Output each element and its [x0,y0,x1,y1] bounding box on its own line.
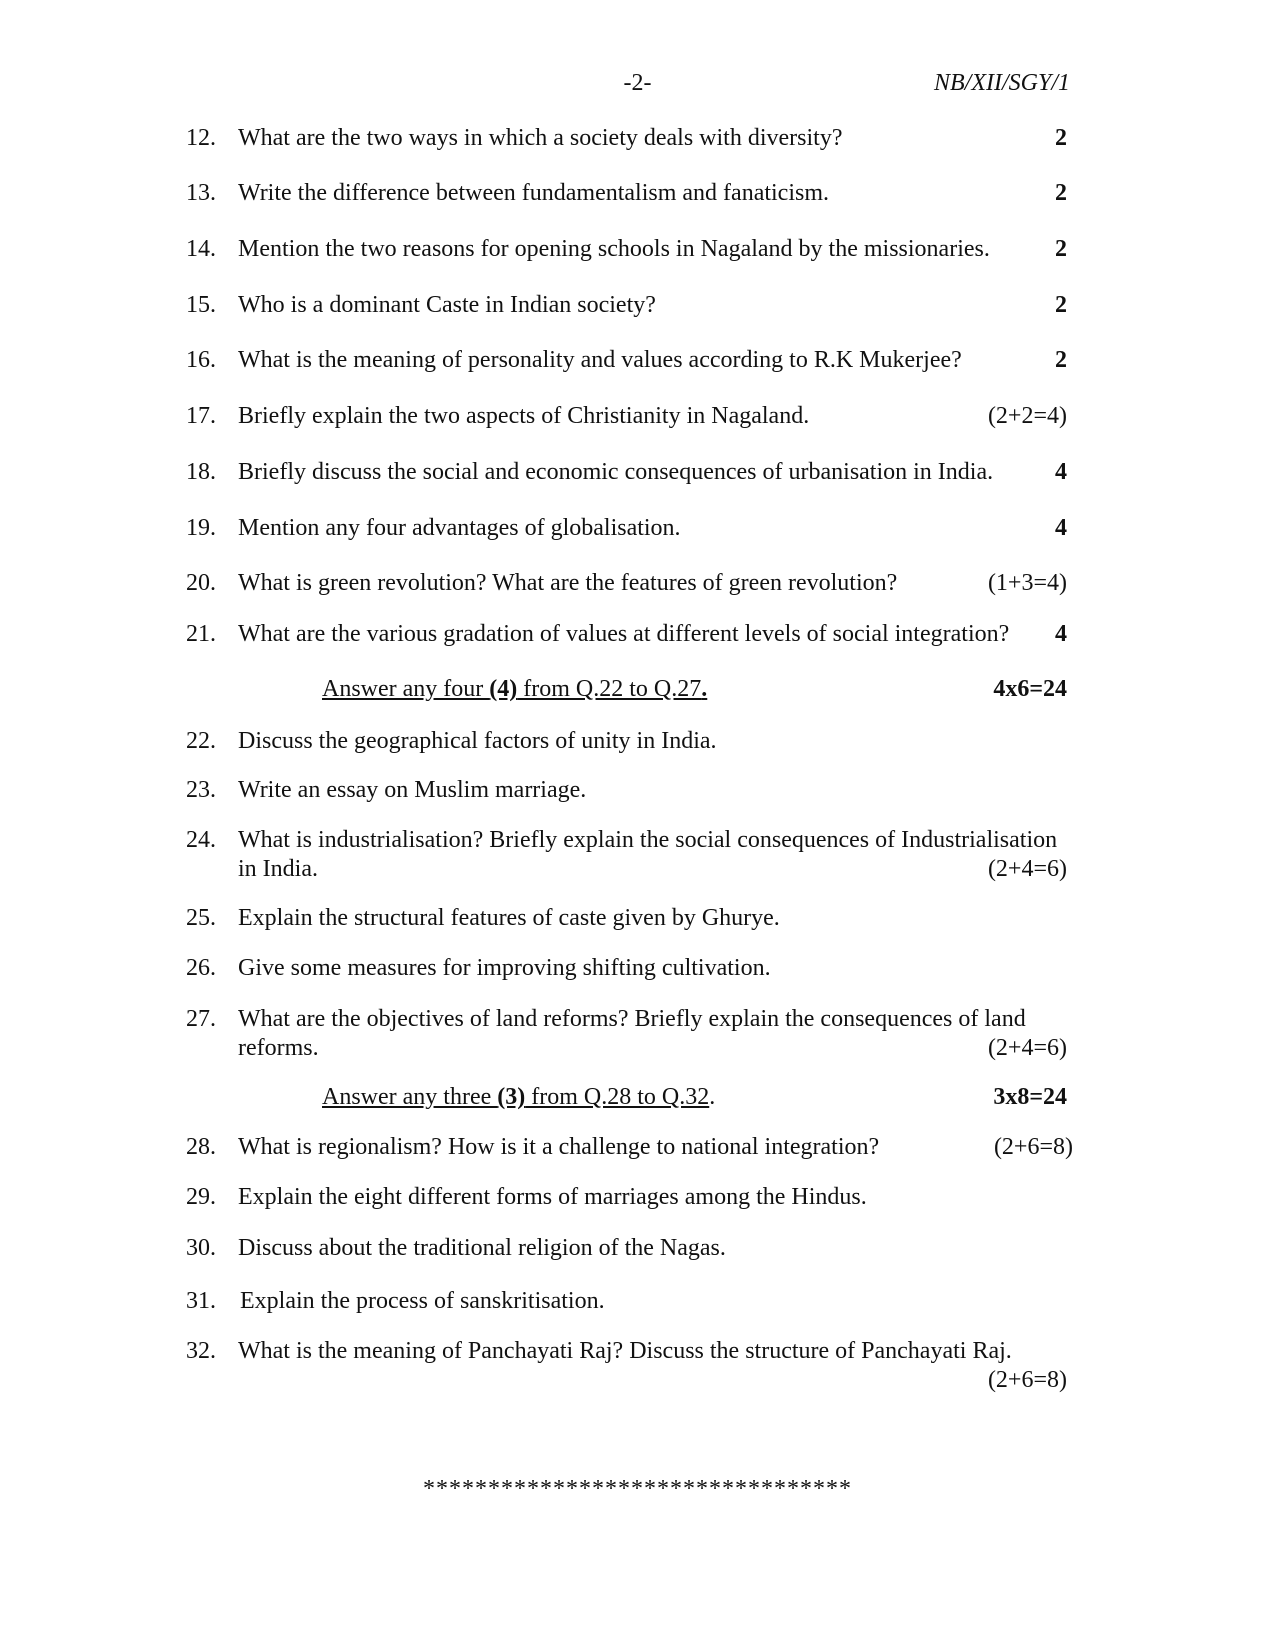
question-number: 27. [186,1006,216,1032]
question-number: 16. [186,347,216,373]
question-number: 19. [186,515,216,541]
question-text: Mention any four advantages of globalisation. [238,515,681,541]
question-number: 32. [186,1338,216,1364]
section-heading-end: . [709,1084,716,1110]
question-text: What is the meaning of personality and values according to R.K Mukerjee? [238,347,962,373]
section-heading-pre: Answer any four [322,676,490,702]
question-number: 23. [186,777,216,803]
question-marks: 2 [1055,125,1067,151]
question-text-continued: reforms. [238,1035,319,1061]
question-number: 22. [186,728,216,754]
section-heading-count: (4) [489,676,518,702]
section-marks: 3x8=24 [993,1084,1067,1110]
question-marks: 2 [1055,347,1067,373]
question-number: 14. [186,236,216,262]
question-number: 15. [186,292,216,318]
question-text: Who is a dominant Caste in Indian society? [238,292,656,318]
question-number: 29. [186,1184,216,1210]
question-text: Write an essay on Muslim marriage. [238,777,587,803]
question-marks: 4 [1055,459,1067,485]
question-text: Give some measures for improving shifting cultivation. [238,955,771,981]
question-text: What are the objectives of land reforms? Briefly explain the consequences of land [238,1006,1026,1032]
question-number: 17. [186,403,216,429]
question-text: Write the difference between fundamentalism and fanaticism. [238,180,830,206]
question-text: Explain the structural features of caste given by Ghurye. [238,905,780,931]
question-text-continued: in India. [238,856,318,882]
question-marks: (2+4=6) [987,1035,1067,1061]
question-marks: (2+6=8) [987,1367,1067,1393]
question-text: Discuss the geographical factors of unity in India. [238,728,717,754]
page-number: -2- [623,70,652,96]
question-text: Briefly explain the two aspects of Christianity in Nagaland. [238,403,810,429]
question-marks: (1+3=4) [987,570,1067,596]
question-number: 13. [186,180,216,206]
question-text: Discuss about the traditional religion of the Nagas. [238,1235,726,1261]
question-number: 20. [186,570,216,596]
section-heading-end: . [701,676,708,702]
question-number: 21. [186,621,216,647]
question-text: Briefly discuss the social and economic consequences of urbanisation in India. [238,459,994,485]
question-marks: (2+4=6) [987,856,1067,882]
question-text: What is regionalism? How is it a challenge to national integration? [238,1134,880,1160]
question-number: 25. [186,905,216,931]
question-number: 18. [186,459,216,485]
question-number: 12. [186,125,216,151]
question-marks: (2+6=8) [993,1134,1073,1160]
question-text: What is the meaning of Panchayati Raj? Discuss the structure of Panchayati Raj. [238,1338,1012,1364]
section-heading-range: from Q.28 to Q.32 [525,1084,710,1110]
section-heading-count: (3) [497,1084,526,1110]
section-heading-range: from Q.22 to Q.27 [517,676,702,702]
question-number: 31. [186,1288,216,1314]
question-marks: (2+2=4) [987,403,1067,429]
paper-code: NB/XII/SGY/1 [934,70,1070,96]
section-heading-pre: Answer any three [322,1084,498,1110]
question-text: What are the two ways in which a society deals with diversity? [238,125,843,151]
question-number: 30. [186,1235,216,1261]
question-number: 28. [186,1134,216,1160]
question-text: Explain the eight different forms of marriages among the Hindus. [238,1184,867,1210]
question-text: Mention the two reasons for opening schools in Nagaland by the missionaries. [238,236,990,262]
question-marks: 4 [1055,621,1067,647]
question-marks: 2 [1055,292,1067,318]
end-of-paper-stars: ********************************* [423,1476,852,1502]
section-marks: 4x6=24 [993,676,1067,702]
question-marks: 4 [1055,515,1067,541]
section-heading [322,1082,715,1112]
section-heading [322,674,707,704]
question-text: What are the various gradation of values at different levels of social integration? [238,621,1010,647]
question-text: What is industrialisation? Briefly explain the social consequences of Industrialisation [238,827,1058,853]
question-marks: 2 [1055,236,1067,262]
question-text: What is green revolution? What are the features of green revolution? [238,570,898,596]
question-number: 24. [186,827,216,853]
question-number: 26. [186,955,216,981]
question-text: Explain the process of sanskritisation. [240,1288,605,1314]
question-marks: 2 [1055,180,1067,206]
